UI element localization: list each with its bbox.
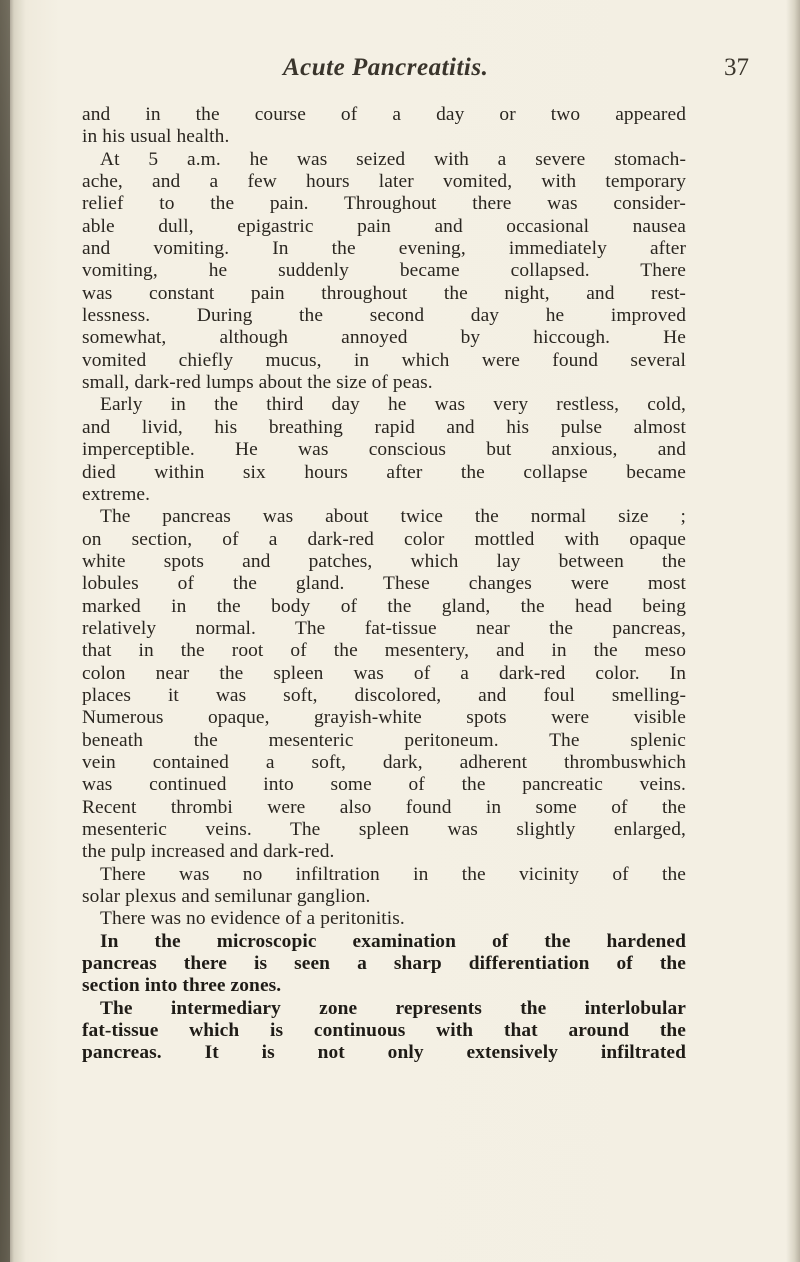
text-line: was continued into some of the pancreatic veins. (82, 774, 686, 796)
text-line: Recent thrombi were also found in some of the (82, 796, 686, 818)
text-line: marked in the body of the gland, the head being (82, 595, 686, 617)
text-line: There was no infiltration in the vicinity of the (100, 863, 686, 885)
text-line: imperceptible. He was conscious but anxious, and (82, 439, 686, 461)
text-line: extreme. (82, 483, 151, 505)
text-line: solar plexus and semilunar ganglion. (82, 886, 371, 908)
text-line: and vomiting. In the evening, immediately after (82, 238, 686, 260)
text-line: died within six hours after the collapse became (82, 461, 686, 483)
text-line: somewhat, although annoyed by hiccough. He (82, 327, 686, 349)
text-line: beneath the mesenteric peritoneum. The splenic (82, 729, 686, 751)
text-line: There was no evidence of a peritonitis. (100, 908, 405, 930)
text-line: lessness. During the second day he improved (82, 305, 686, 327)
page-gutter-shadow (0, 0, 10, 1262)
text-line: In the microscopic examination of the hardened (100, 930, 686, 952)
text-line: vomited chiefly mucus, in which were found several (82, 349, 686, 371)
text-line: relief to the pain. Throughout there was consider- (82, 193, 686, 215)
text-line: fat-tissue which is continuous with that around the (82, 1020, 686, 1042)
text-line: able dull, epigastric pain and occasional nausea (82, 215, 686, 237)
text-line: At 5 a.m. he was seized with a severe stomach- (100, 148, 686, 170)
text-line: vomiting, he suddenly became collapsed. There (82, 260, 686, 282)
text-line: pancreas. It is not only extensively infiltrated (82, 1042, 686, 1064)
text-line: pancreas there is seen a sharp differentiation of the (82, 953, 686, 975)
text-line: ache, and a few hours later vomited, with temporary (82, 171, 686, 193)
text-line: The intermediary zone represents the interlobular (100, 997, 686, 1019)
text-line: colon near the spleen was of a dark-red color. In (82, 662, 686, 684)
text-line: on section, of a dark-red color mottled with opaque (82, 528, 686, 550)
body-text (82, 104, 686, 1065)
running-title: Acute Pancreatitis. (283, 54, 489, 81)
text-line: and livid, his breathing rapid and his pulse almost (82, 416, 686, 438)
running-head (0, 54, 800, 94)
text-line: white spots and patches, which lay between the (82, 550, 686, 572)
text-line: lobules of the gland. These changes were most (82, 573, 686, 595)
text-line: Numerous opaque, grayish-white spots were visible (82, 707, 686, 729)
text-line: was constant pain throughout the night, and rest- (82, 282, 686, 304)
page-number: 37 (724, 54, 749, 81)
text-line: vein contained a soft, dark, adherent thrombuswhich (82, 751, 686, 773)
text-line: places it was soft, discolored, and foul smelling- (82, 684, 686, 706)
text-line: that in the root of the mesentery, and in the meso (82, 640, 686, 662)
text-line: small, dark-red lumps about the size of peas. (82, 372, 433, 394)
text-line: Early in the third day he was very restless, cold, (100, 394, 686, 416)
page-right-edge (786, 0, 800, 1262)
text-line: section into three zones. (82, 975, 282, 997)
text-line: the pulp increased and dark-red. (82, 841, 335, 863)
text-line: mesenteric veins. The spleen was slightly enlarged, (82, 819, 686, 840)
text-line: relatively normal. The fat-tissue near the pancreas, (82, 617, 686, 639)
text-line: and in the course of a day or two appeared (82, 104, 686, 125)
text-line: in his usual health. (82, 126, 230, 148)
text-line: The pancreas was about twice the normal size ; (100, 506, 686, 528)
